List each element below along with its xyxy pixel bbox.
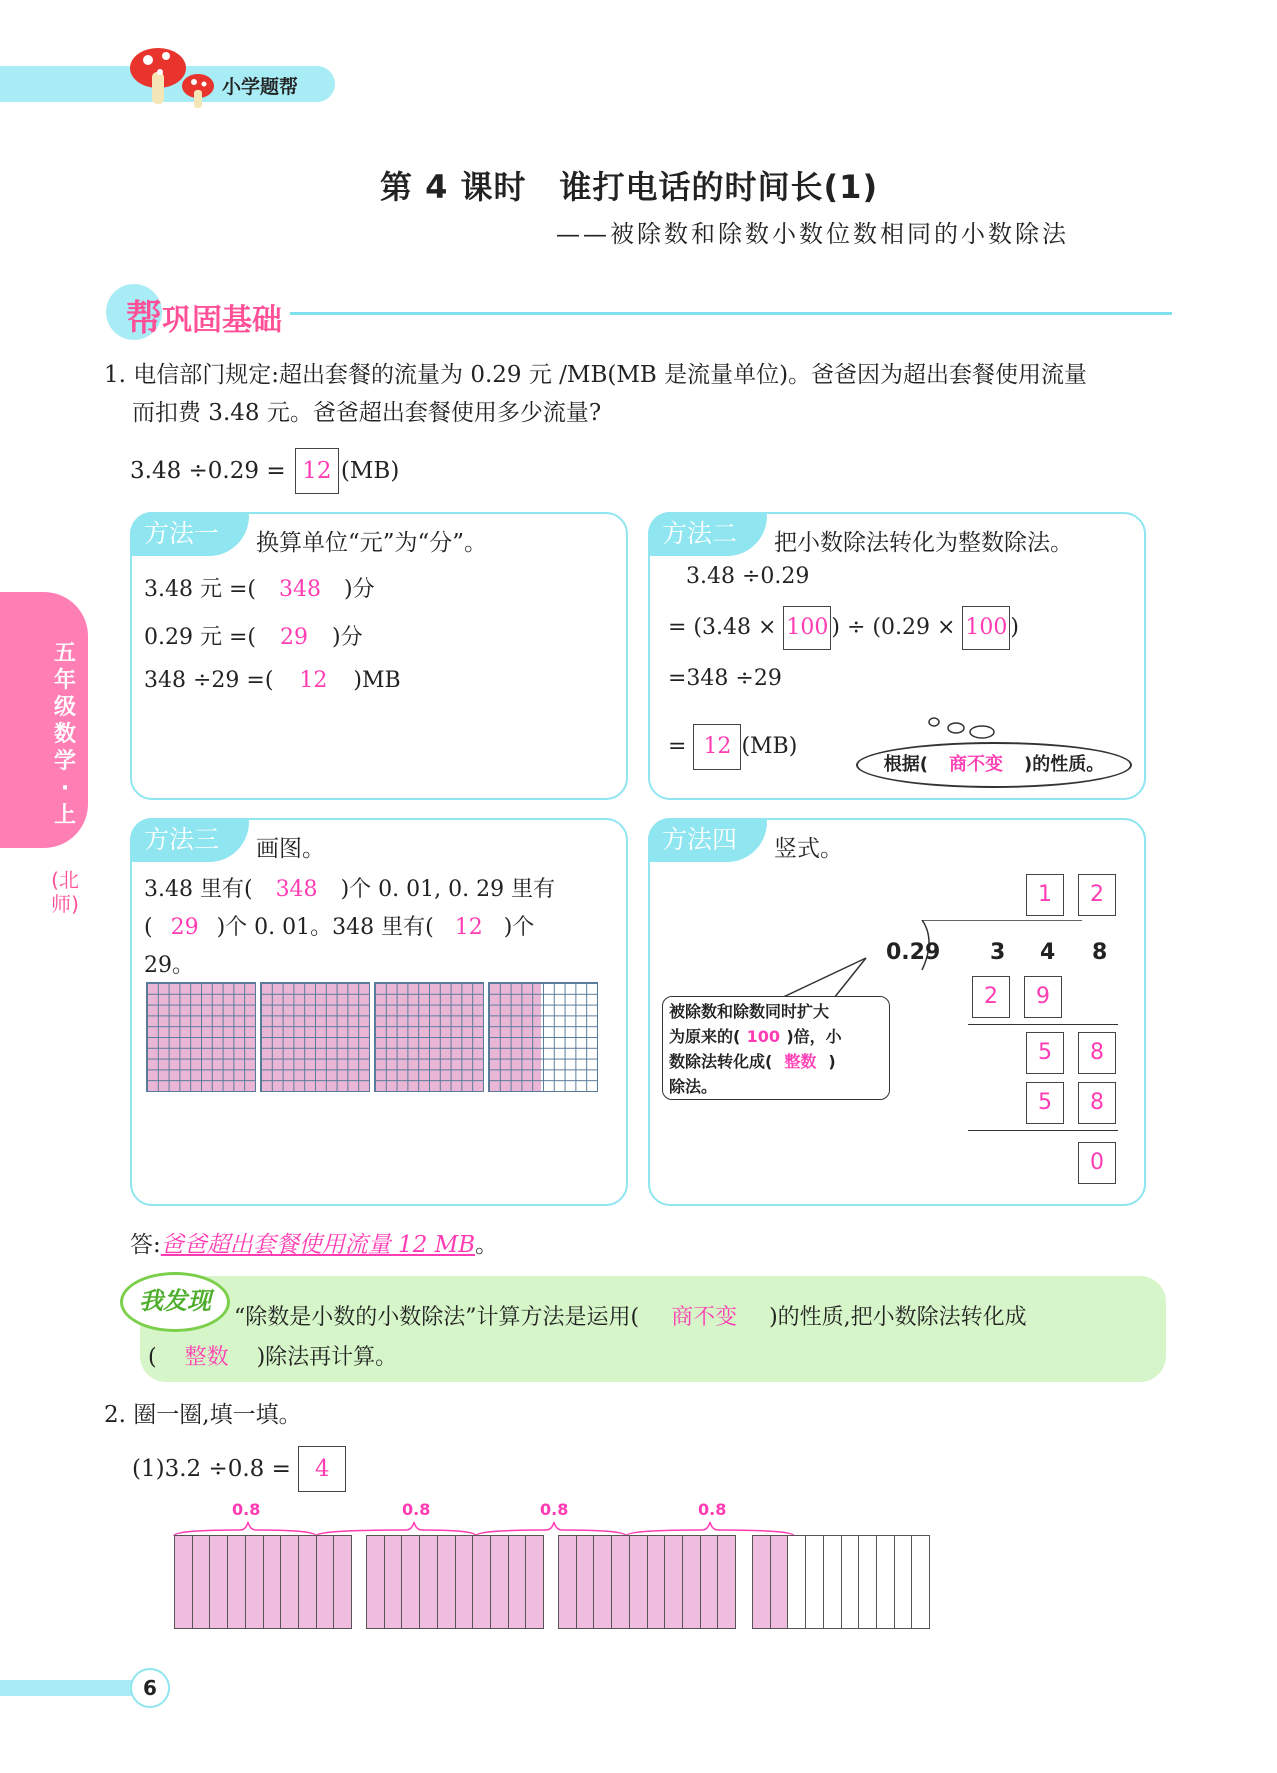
answer-text[interactable]: 爸爸超出套餐使用流量 12 MB	[160, 1232, 476, 1258]
divisor: 0.29	[886, 940, 941, 965]
method3-line3: 29。	[144, 953, 194, 978]
discover-text-a: “除数是小数的小数除法”计算方法是运用(	[234, 1305, 640, 1330]
quotient-digit-2[interactable]: 2	[1078, 874, 1116, 916]
method3-title: 画图。	[256, 836, 325, 862]
q1-equation	[130, 448, 399, 494]
m1-l2-unit: )分	[332, 625, 363, 650]
q1-eq-unit: (MB)	[340, 458, 400, 484]
m2-l2-answer2[interactable]: 100	[962, 606, 1010, 650]
note-line2	[669, 1024, 883, 1049]
section-heading	[126, 290, 282, 341]
decimal-bar-1	[174, 1535, 352, 1629]
remainder[interactable]: 0	[1078, 1142, 1116, 1184]
m3-l1-text-b: )个 0. 01, 0. 29 里有	[340, 877, 556, 902]
method2-line1: 3.48 ÷0.29	[686, 564, 810, 589]
division-rule-1	[968, 1024, 1118, 1025]
m3-l2-answer2[interactable]: 12	[454, 915, 483, 940]
method4-panel	[648, 818, 1146, 1206]
method2-panel	[648, 512, 1146, 800]
note-line1: 被除数和除数同时扩大	[669, 1002, 830, 1021]
m1-l3-unit: )MB	[353, 668, 401, 693]
m2-l4-unit: (MB)	[741, 734, 798, 759]
thought-bubble	[856, 742, 1132, 788]
m2-l2-answer1[interactable]: 100	[783, 606, 831, 650]
decimal-bar-2	[366, 1535, 544, 1629]
note-answer1[interactable]: 100	[746, 1027, 781, 1046]
method4-tab: 方法四	[648, 818, 767, 862]
m3-l2-text-a: (	[144, 915, 153, 940]
bubble-text-b: )的性质。	[1024, 754, 1105, 775]
method1-tab: 方法一	[130, 512, 249, 556]
method1-title: 换算单位“元”为“分”。	[256, 530, 488, 556]
m3-l2-answer[interactable]: 29	[170, 915, 199, 940]
bubble-answer[interactable]: 商不变	[949, 754, 1003, 775]
answer-line	[130, 1226, 498, 1264]
step1-digit-1[interactable]: 2	[972, 976, 1010, 1018]
m1-l1-text: 3.48 元 =(	[144, 577, 256, 602]
step3-digit-2[interactable]: 8	[1078, 1082, 1116, 1124]
m1-l2-answer[interactable]: 29	[280, 625, 308, 650]
method3-line2	[144, 910, 534, 941]
method3-line1	[144, 872, 555, 903]
q2-sub1-answer[interactable]: 4	[298, 1446, 346, 1492]
hundred-grid-3	[374, 982, 484, 1092]
side-tab-edition: (北师)	[51, 868, 79, 916]
hundred-grid-2	[260, 982, 370, 1092]
m1-l1-answer[interactable]: 348	[279, 577, 321, 602]
section-rest: 巩固基础	[162, 303, 283, 338]
method1-line2	[144, 620, 363, 651]
q2-sub1-eq: (1)3.2 ÷0.8 =	[132, 1456, 291, 1482]
discover-answer2[interactable]: 整数	[184, 1345, 229, 1370]
m2-l4-eq: =	[668, 734, 687, 759]
decimal-bar-3	[558, 1535, 736, 1629]
method1-line1	[144, 572, 375, 603]
page-number: 6	[130, 1668, 170, 1708]
group-label-3: 0.8	[540, 1500, 569, 1519]
method2-line3: =348 ÷29	[668, 666, 782, 691]
dividend-digit-2: 4	[1040, 940, 1056, 965]
group-label-2: 0.8	[402, 1500, 431, 1519]
m3-l1-text: 3.48 里有(	[144, 877, 253, 902]
note-text-c: )倍，小	[786, 1027, 842, 1046]
note-line3	[669, 1049, 883, 1074]
section-divider	[290, 312, 1172, 315]
step1-digit-2[interactable]: 9	[1024, 976, 1062, 1018]
discover-text-c: (	[148, 1345, 157, 1370]
m1-l2-text: 0.29 元 =(	[144, 625, 256, 650]
q1-text-line1: 1. 电信部门规定:超出套餐的流量为 0.29 元 /MB(MB 是流量单位)。爸爸因为超出套餐使用流量	[104, 362, 1088, 388]
q1-text-line2: 而扣费 3.48 元。爸爸超出套餐使用多少流量?	[132, 400, 602, 426]
m1-l3-text: 348 ÷29 =(	[144, 668, 274, 693]
m3-l2-text-b: )个 0. 01。348 里有(	[216, 915, 434, 940]
step2-digit-1[interactable]: 5	[1026, 1032, 1064, 1074]
step2-digit-2[interactable]: 8	[1078, 1032, 1116, 1074]
method2-line4	[668, 724, 797, 770]
note-answer2[interactable]: 整数	[784, 1052, 817, 1071]
q2-title: 2. 圈一圈,填一填。	[104, 1402, 302, 1428]
decimal-bar-4	[752, 1535, 930, 1629]
answer-prefix: 答:	[130, 1232, 161, 1258]
m3-l1-answer[interactable]: 348	[275, 877, 318, 902]
m2-l2-text-c: )	[1010, 615, 1020, 640]
method3-panel	[130, 818, 628, 1206]
hundred-grid-1	[146, 982, 256, 1092]
brand-label: 小学题帮	[222, 76, 299, 98]
m2-l2-text-a: = (3.48 ×	[668, 615, 777, 640]
method4-title: 竖式。	[774, 836, 843, 862]
note-line4: 除法。	[669, 1077, 718, 1096]
m1-l3-answer[interactable]: 12	[299, 668, 328, 693]
discover-text-d: )除法再计算。	[256, 1345, 398, 1370]
discover-line1	[234, 1300, 1027, 1331]
discover-answer1[interactable]: 商不变	[671, 1305, 738, 1330]
section-first-char: 帮	[126, 298, 163, 339]
mushroom-icon	[128, 42, 220, 114]
method1-panel	[130, 512, 628, 800]
footer-bar	[0, 1680, 140, 1696]
method1-line3	[144, 668, 401, 693]
quotient-digit-1[interactable]: 1	[1026, 874, 1064, 916]
m2-l4-answer[interactable]: 12	[693, 724, 741, 770]
division-rule-2	[968, 1130, 1118, 1131]
thought-bubble-dots	[926, 710, 996, 740]
step3-digit-1[interactable]: 5	[1026, 1082, 1064, 1124]
answer-suffix: 。	[475, 1232, 499, 1258]
method2-title: 把小数除法转化为整数除法。	[774, 530, 1073, 556]
q2-sub1	[132, 1446, 346, 1492]
discover-badge: 我发现	[120, 1272, 230, 1332]
group-label-4: 0.8	[698, 1500, 727, 1519]
discover-text-b: )的性质,把小数除法转化成	[769, 1305, 1027, 1330]
lesson-subtitle: ——被除数和除数小数位数相同的小数除法	[556, 220, 1069, 248]
m3-l2-text-c: )个	[503, 915, 535, 940]
lesson-title: 第 4 课时 谁打电话的时间长(1)	[380, 168, 879, 206]
note-text-d: 数除法转化成(	[669, 1052, 773, 1071]
note-text-b: 为原来的(	[669, 1027, 741, 1046]
division-note	[662, 996, 890, 1100]
discover-line2	[148, 1340, 397, 1371]
method3-tab: 方法三	[130, 818, 249, 862]
method2-tab: 方法二	[648, 512, 767, 556]
q1-eq-answer[interactable]: 12	[295, 448, 339, 494]
dividend-digit-3: 8	[1092, 940, 1108, 965]
method2-line2	[668, 606, 1019, 650]
m1-l1-unit: )分	[344, 577, 375, 602]
hundred-grid-4	[488, 982, 598, 1092]
note-text-e: )	[828, 1052, 836, 1071]
dividend-digit-1: 3	[990, 940, 1006, 965]
m2-l2-text-b: ) ÷ (0.29 ×	[831, 615, 956, 640]
side-tab-grade: 五年级数学·上	[53, 641, 76, 828]
bubble-text-a: 根据(	[883, 754, 928, 775]
q1-eq-left: 3.48 ÷0.29 =	[130, 458, 286, 484]
group-label-1: 0.8	[232, 1500, 261, 1519]
